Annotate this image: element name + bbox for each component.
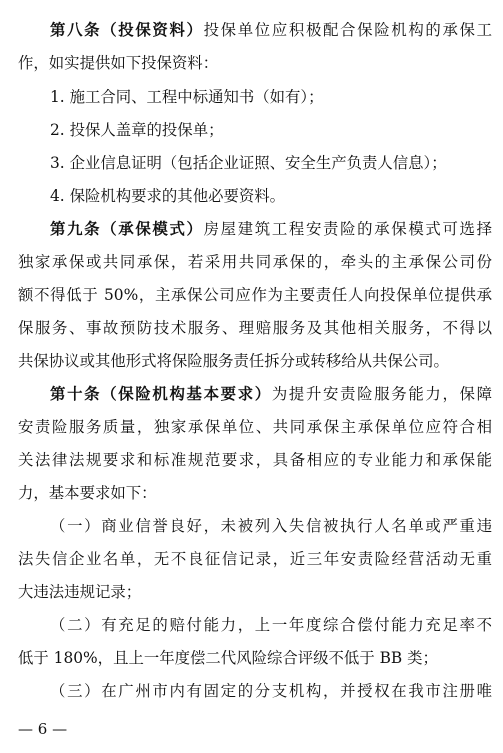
article8-item-1: 1. 施工合同、工程中标通知书（如有）； [50,88,324,106]
article8-first-line [50,15,492,45]
article8-item-4: 4. 保险机构要求的其他必要资料。 [50,187,286,205]
article10-line-3: 关法律法规要求和标准规范要求，具备相应的专业能力和承保能 [18,451,492,469]
clause-3-line-1: （三）在广州市内有固定的分支机构，并授权在我市注册唯 [50,682,492,700]
article9-line-5: 共保协议或其他形式将保险服务责任拆分或转移给从共保公司。 [18,352,449,370]
article10-line-2: 安责险服务质量，独家承保单位、共同承保主承保单位应符合相 [18,418,492,436]
clause-1-line-3: 大违法违规记录； [18,583,142,601]
clause-1-line-1: （一）商业信誉良好，未被列入失信被执行人名单或严重违 [50,517,492,535]
clause-2-line-2: 低于 180%，且上一年度偿二代风险综合评级不低于 BB 类； [18,649,438,667]
article10-heading: 第十条（保险机构基本要求） [50,385,272,403]
article10-line-4: 力，基本要求如下： [18,484,157,502]
article8-item-3: 3. 企业信息证明（包括企业证照、安全生产负责人信息）； [50,154,447,172]
article8-lead: 投保单位应积极配合保险机构的承保工 [203,21,492,39]
article9-lead: 房屋建筑工程安责险的承保模式可选择 [203,220,492,238]
article9-first-line [50,214,492,244]
article9-line-3: 额不得低于 50%，主承保公司应作为主要责任人向投保单位提供承 [18,286,492,304]
page-number: — 6 — [18,720,68,738]
article8-line-2: 作，如实提供如下投保资料： [18,54,219,72]
clause-1-line-2: 法失信企业名单，无不良征信记录，近三年安责险经营活动无重 [18,550,492,568]
article8-heading: 第八条（投保资料） [50,21,204,39]
clause-2-line-1: （二）有充足的赔付能力，上一年度综合偿付能力充足率不 [50,616,492,634]
article10-lead: 为提升安责险服务能力，保障 [271,385,492,403]
article9-line-2: 独家承保或共同承保，若采用共同承保的，牵头的主承保公司份 [18,253,492,271]
article9-heading: 第九条（承保模式） [50,220,204,238]
article8-item-2: 2. 投保人盖章的投保单； [50,121,224,139]
article10-first-line [50,379,492,409]
article9-line-4: 保服务、事故预防技术服务、理赔服务及其他相关服务，不得以 [18,319,492,337]
